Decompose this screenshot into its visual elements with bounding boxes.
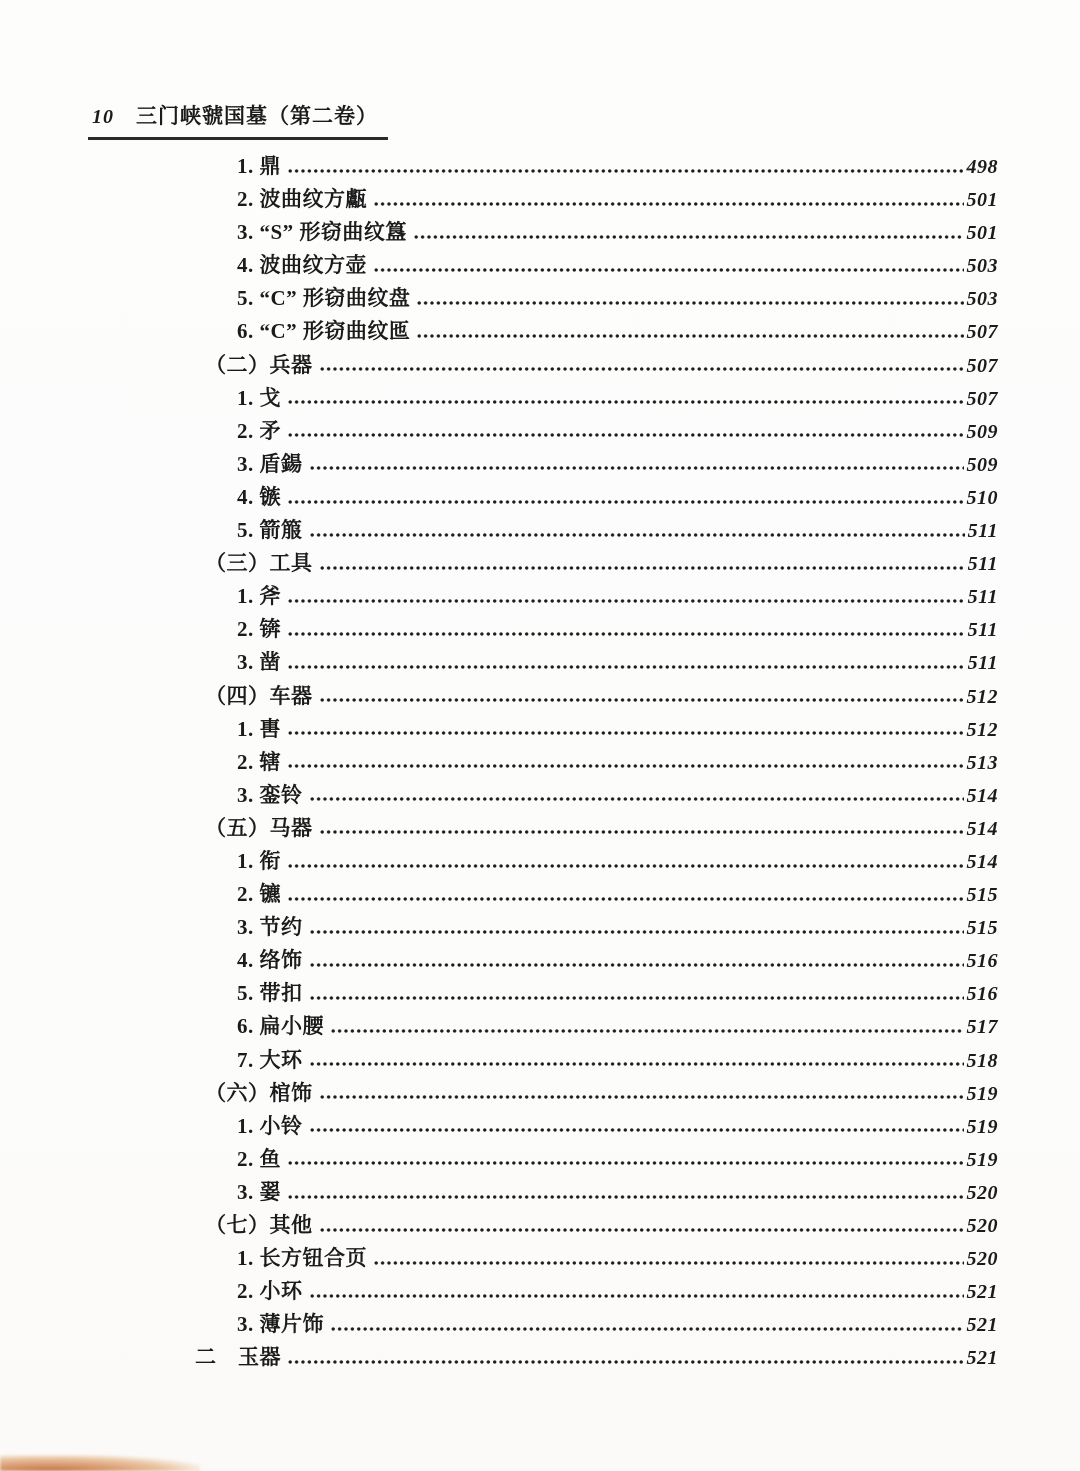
toc-entry-page: 514 (966, 784, 998, 807)
dot-leader (309, 961, 964, 968)
toc-entry-page: 511 (967, 586, 998, 609)
toc-entry-page: 520 (966, 1215, 998, 1237)
dot-leader (309, 465, 964, 472)
toc-entry (195, 415, 998, 448)
running-header (88, 100, 388, 140)
dot-leader (373, 200, 964, 207)
toc-entry-label: 2. 小环 (237, 1279, 303, 1304)
toc-entry-page: 516 (966, 950, 998, 973)
toc-entry-page: 511 (967, 652, 998, 675)
toc-entry-label: 6. “C” 形窃曲纹匜 (237, 319, 411, 344)
book-title: 三门峡虢国墓（第二卷） (136, 104, 378, 128)
toc-entry-page: 520 (966, 1181, 998, 1204)
toc-entry-label: （五）马器 (205, 815, 313, 840)
toc-entry-label: 2. 辖 (237, 749, 281, 774)
toc-entry-page: 514 (966, 817, 998, 840)
dot-leader (413, 233, 964, 240)
toc-entry-page: 516 (966, 983, 998, 1006)
dot-leader (309, 796, 964, 803)
toc-entry-label: 3. 翣 (237, 1179, 281, 1204)
dot-leader (319, 829, 964, 836)
toc-entry-label: （四）车器 (205, 683, 313, 708)
toc-entry (195, 1077, 998, 1110)
dot-leader (309, 531, 965, 538)
toc-entry-label: 5. 箭箙 (237, 518, 303, 543)
dot-leader (416, 333, 963, 340)
toc-entry (195, 779, 998, 812)
dot-leader (287, 664, 965, 671)
toc-entry-page: 511 (967, 520, 998, 543)
folio-number: 10 (92, 106, 114, 128)
toc-entry-label: （七）其他 (205, 1213, 313, 1237)
toc-entry-page: 507 (966, 354, 998, 377)
toc-entry-page: 517 (966, 1016, 998, 1039)
toc-entry-page: 509 (966, 453, 998, 476)
toc-entry-label: 1. 长方钮合页 (237, 1246, 367, 1271)
toc-entry (195, 1275, 998, 1308)
toc-entry-label: 2. 矛 (237, 418, 281, 443)
dot-leader (287, 763, 964, 770)
toc-entry-page: 521 (966, 1347, 998, 1370)
toc-entry-page: 501 (966, 222, 998, 245)
toc-entry (195, 713, 998, 746)
toc-entry-page: 519 (966, 1082, 998, 1105)
dot-leader (319, 1094, 964, 1101)
toc-entry-label: 2. 锛 (237, 617, 281, 642)
toc-entry-page: 503 (966, 255, 998, 278)
toc-entry (195, 580, 998, 613)
toc-entry-label: （三）工具 (205, 551, 313, 576)
toc-entry-page: 511 (967, 619, 998, 642)
toc-list (195, 150, 998, 1374)
toc-entry-page: 513 (966, 751, 998, 774)
toc-entry-page: 521 (966, 1314, 998, 1337)
toc-entry-label: 3. “S” 形窃曲纹簋 (237, 220, 407, 245)
toc-entry-page: 507 (966, 321, 998, 344)
toc-entry-label: 4. 镞 (237, 484, 281, 509)
toc-entry-label: 1. 鼎 (237, 154, 281, 178)
toc-entry-label: 1. 斧 (237, 584, 281, 609)
toc-entry-label: 2. 波曲纹方甗 (237, 187, 367, 212)
toc-entry-page: 520 (966, 1248, 998, 1271)
dot-leader (416, 299, 963, 306)
toc-entry (195, 150, 998, 183)
toc-entry (195, 1010, 998, 1043)
toc-entry (195, 1209, 998, 1242)
toc-entry (195, 547, 998, 580)
dot-leader (330, 1028, 964, 1035)
toc-entry-label: 1. 小铃 (237, 1113, 303, 1138)
toc-entry (195, 646, 998, 679)
dot-leader (319, 366, 964, 373)
dot-leader (287, 1358, 964, 1365)
toc-entry-label: 4. 波曲纹方壶 (237, 253, 367, 278)
toc-entry (195, 282, 998, 315)
dot-leader (287, 432, 964, 439)
dot-leader (287, 167, 964, 174)
toc-entry (195, 1308, 998, 1341)
toc-entry-label: 7. 大环 (237, 1047, 303, 1072)
toc-entry (195, 382, 998, 415)
toc-entry (195, 977, 998, 1010)
toc-entry-page: 515 (966, 884, 998, 907)
toc-entry-page: 511 (967, 553, 998, 576)
toc-entry (195, 944, 998, 977)
toc-entry-label: 1. 軎 (237, 716, 281, 741)
dot-leader (373, 1259, 964, 1266)
dot-leader (287, 630, 965, 637)
toc-entry (195, 349, 998, 382)
toc-entry-page: 518 (966, 1049, 998, 1072)
toc-entry-page: 512 (966, 718, 998, 741)
toc-entry (195, 1110, 998, 1143)
scan-smear-artifact (0, 1455, 200, 1471)
toc-entry (195, 1176, 998, 1209)
dot-leader (309, 1061, 964, 1068)
dot-leader (309, 1127, 964, 1134)
dot-leader (287, 862, 964, 869)
toc-entry (195, 746, 998, 779)
toc-entry-page: 503 (966, 288, 998, 311)
dot-leader (330, 1325, 964, 1332)
toc-entry-page: 510 (966, 486, 998, 509)
toc-entry (195, 183, 998, 216)
dot-leader (287, 730, 964, 737)
toc-entry-label: 2. 鱼 (237, 1146, 281, 1171)
toc-entry-label: 1. 戈 (237, 385, 281, 410)
toc-entry-label: （二）兵器 (205, 352, 313, 377)
toc-entry (195, 613, 998, 646)
toc-entry (195, 878, 998, 911)
toc-entry-page: 519 (966, 1148, 998, 1171)
toc-entry-page: 507 (966, 387, 998, 410)
toc-entry-page: 501 (966, 189, 998, 212)
toc-entry (195, 911, 998, 944)
dot-leader (287, 1193, 964, 1200)
toc-entry (195, 1242, 998, 1275)
toc-entry-label: 3. 薄片饰 (237, 1312, 324, 1337)
dot-leader (287, 399, 964, 406)
dot-leader (319, 697, 964, 704)
toc-entry (195, 1044, 998, 1077)
toc-entry-page: 519 (966, 1115, 998, 1138)
dot-leader (287, 597, 965, 604)
toc-entry-page: 515 (966, 917, 998, 940)
toc-entry-label: 二 玉器 (195, 1345, 281, 1370)
toc-entry (195, 1341, 998, 1374)
toc-entry (195, 448, 998, 481)
toc-entry (195, 812, 998, 845)
dot-leader (287, 498, 964, 505)
toc-entry-label: 3. 凿 (237, 650, 281, 675)
dot-leader (287, 1160, 964, 1167)
dot-leader (319, 1226, 964, 1233)
toc-entry-label: 5. “C” 形窃曲纹盘 (237, 286, 411, 311)
toc-entry-label: 5. 带扣 (237, 981, 303, 1006)
dot-leader (287, 895, 964, 902)
dot-leader (373, 266, 964, 273)
toc-entry-page: 512 (966, 685, 998, 708)
toc-entry (195, 216, 998, 249)
dot-leader (319, 564, 965, 571)
toc-entry-label: 3. 盾鍚 (237, 451, 303, 476)
toc-entry-label: 4. 络饰 (237, 948, 303, 973)
toc-entry-label: 3. 节约 (237, 915, 303, 940)
toc-entry (195, 249, 998, 282)
toc-entry-label: 2. 镳 (237, 882, 281, 907)
toc-entry-label: 3. 銮铃 (237, 782, 303, 807)
toc-entry-page: 498 (966, 156, 998, 178)
toc-entry-page: 509 (966, 420, 998, 443)
toc-entry-page: 514 (966, 850, 998, 873)
toc-entry (195, 514, 998, 547)
toc-entry-page: 521 (966, 1281, 998, 1304)
dot-leader (309, 994, 964, 1001)
dot-leader (309, 1292, 964, 1299)
toc-entry (195, 481, 998, 514)
toc-entry (195, 1143, 998, 1176)
toc-entry-label: 1. 衔 (237, 848, 281, 873)
toc-entry (195, 680, 998, 713)
toc-entry (195, 315, 998, 348)
toc-entry-label: 6. 扁小腰 (237, 1014, 324, 1039)
toc-entry (195, 845, 998, 878)
toc-entry-label: （六）棺饰 (205, 1080, 313, 1105)
dot-leader (309, 928, 964, 935)
